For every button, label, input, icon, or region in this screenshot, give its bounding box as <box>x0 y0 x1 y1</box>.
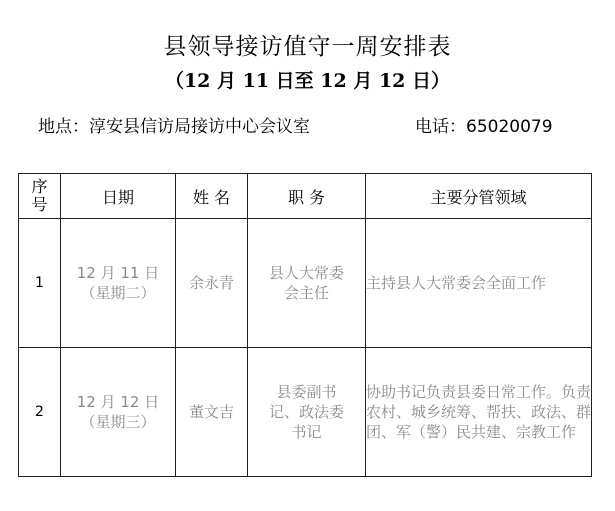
row-position-text: 县委副书记、政法委书记 <box>268 383 344 441</box>
duty-schedule-table <box>18 173 592 477</box>
row-date <box>61 219 176 348</box>
header-name: 姓 名 <box>176 174 248 219</box>
row-area: 主持县人大常委会全面工作 <box>366 219 592 348</box>
row-date-day: 12 月 11 日 <box>76 264 160 282</box>
header-date: 日期 <box>61 174 176 219</box>
row-date <box>61 348 176 477</box>
row-position <box>248 348 366 477</box>
row-index: 2 <box>19 348 61 477</box>
table-row <box>19 348 592 477</box>
row-name: 董文吉 <box>176 348 248 477</box>
document-title: 县领导接访值守一周安排表 <box>163 34 452 60</box>
row-date-weekday: （星期二） <box>80 284 156 302</box>
table-row <box>19 219 592 348</box>
row-area: 协助书记负责县委日常工作。负责农村、城乡统筹、帮扶、政法、群团、军（警）民共建、宗教工作 <box>366 348 592 477</box>
row-date-weekday: （星期三） <box>80 413 156 431</box>
table-header-row <box>19 174 592 219</box>
row-name: 余永青 <box>176 219 248 348</box>
header-index-label: 序号 <box>31 177 48 214</box>
row-index: 1 <box>19 219 61 348</box>
date-range-subtitle: （12 月 11 日至 12 月 12 日） <box>164 70 451 92</box>
header-area: 主要分管领域 <box>366 174 592 219</box>
row-position <box>248 219 366 348</box>
phone-text: 电话：65020079 <box>415 117 553 137</box>
row-position-text: 县人大常委会主任 <box>268 264 344 302</box>
header-position: 职 务 <box>248 174 366 219</box>
location-text: 地点：淳安县信访局接访中心会议室 <box>38 117 310 137</box>
header-index <box>19 174 61 219</box>
row-date-day: 12 月 12 日 <box>76 393 160 411</box>
